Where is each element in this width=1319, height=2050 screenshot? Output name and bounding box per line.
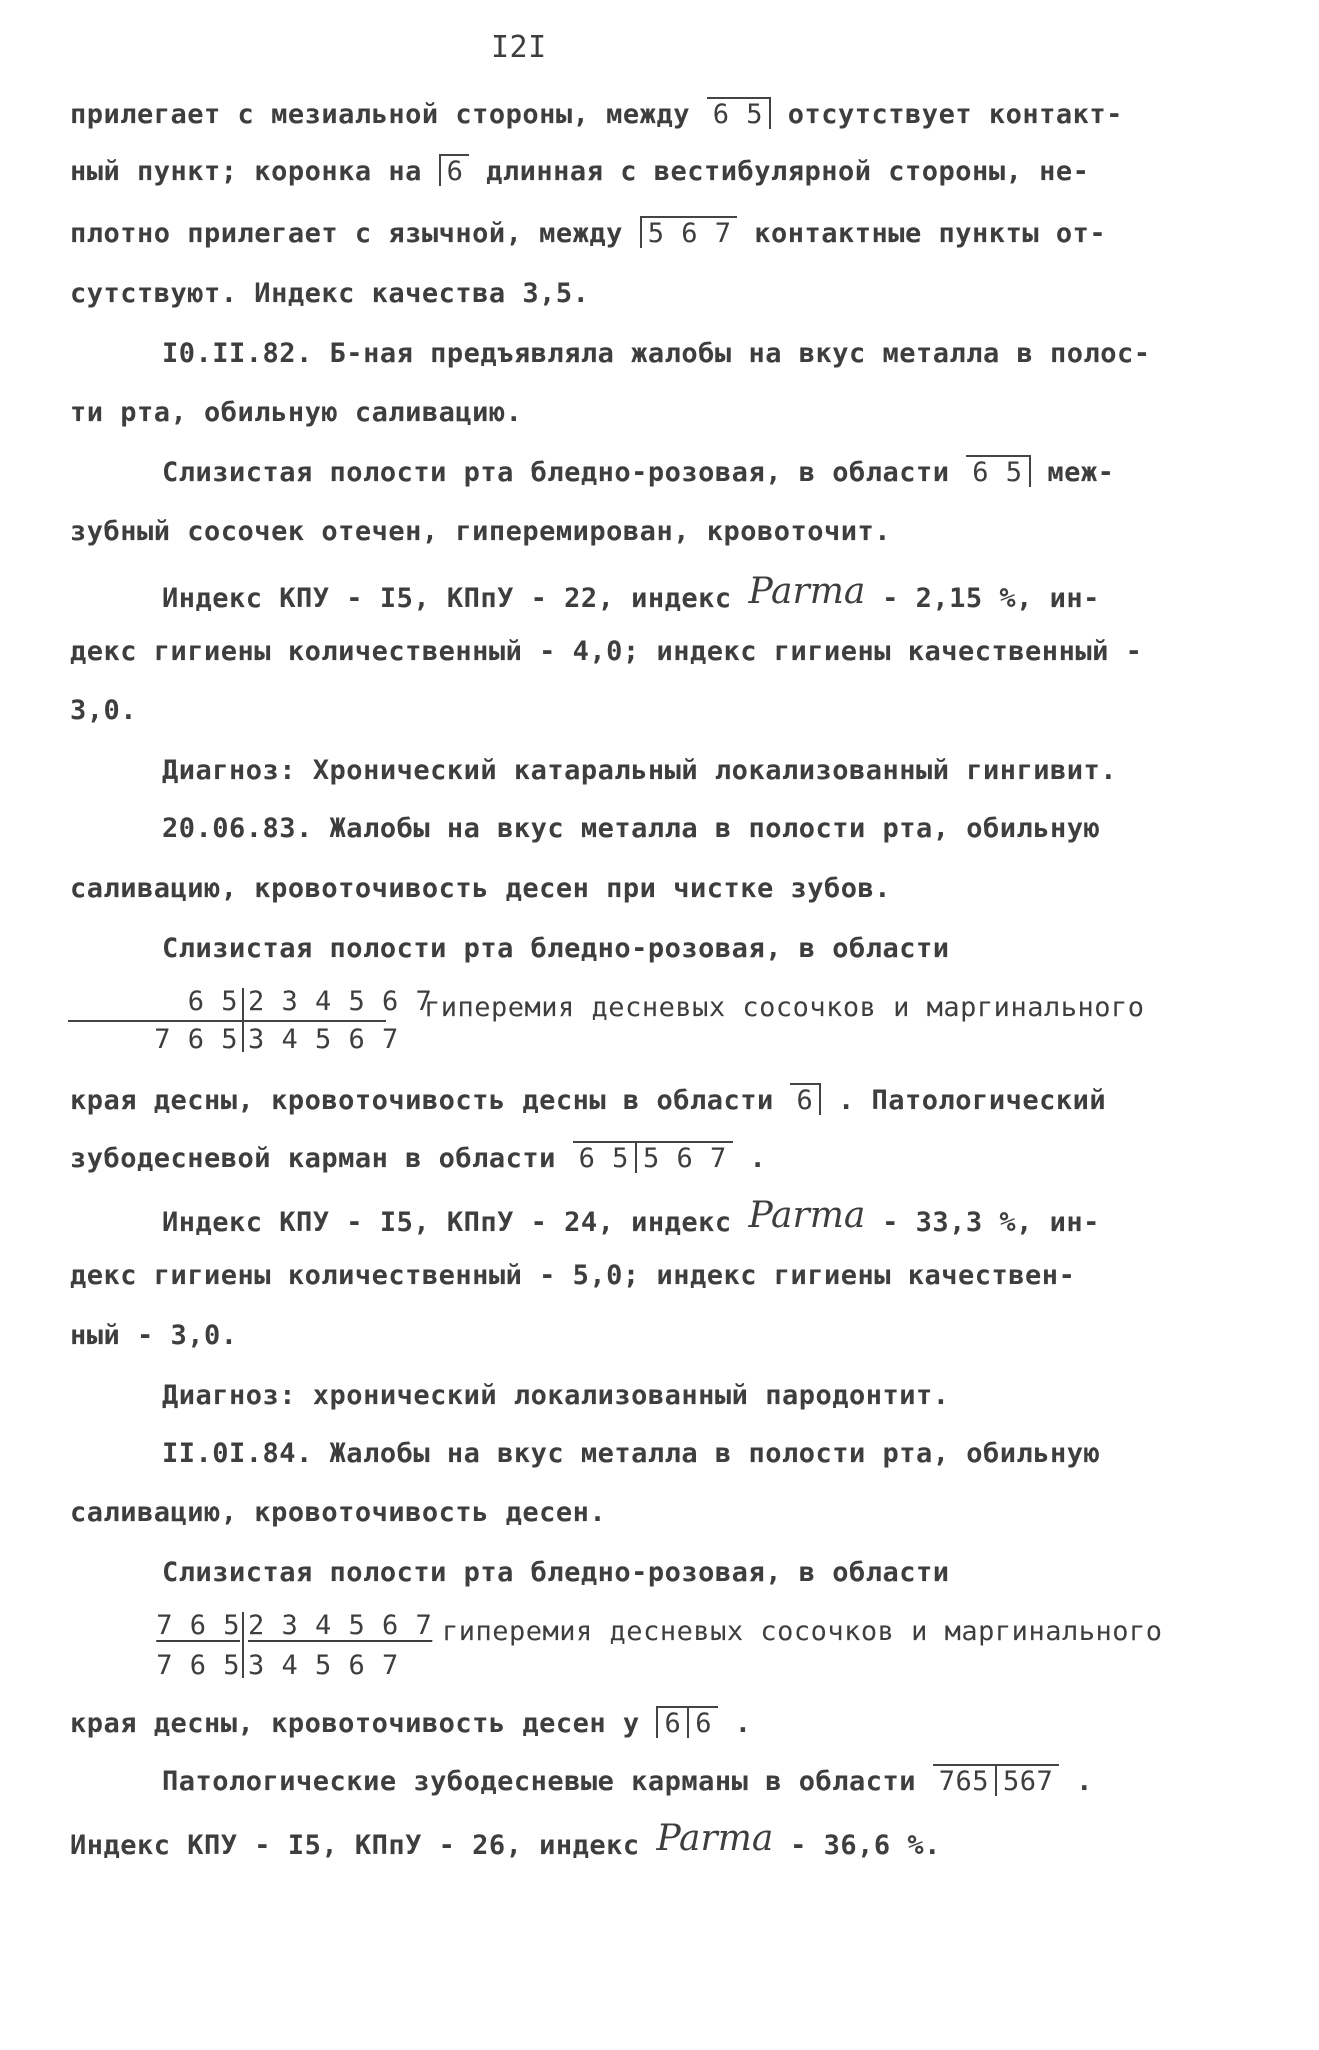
text-line: саливацию, кровоточивость десен. — [70, 1497, 607, 1528]
formula-upper-right: 2 3 4 5 6 7 — [248, 986, 433, 1017]
text-segment: края десны, кровоточивость десен у — [70, 1708, 657, 1739]
tooth-formula: 6 5 — [966, 455, 1030, 487]
text-line — [70, 1083, 1106, 1116]
text-line: I0.II.82. Б-ная предъявляла жалобы на вкус металла в полос- — [162, 338, 1151, 369]
text-segment: Слизистая полости рта бледно-розовая, в области — [162, 457, 950, 488]
formula-vertical-line — [242, 988, 244, 1052]
text-segment: контактные пункты от- — [754, 218, 1107, 249]
text-line: гиперемия десневых сосочков и маргинального — [424, 992, 1145, 1023]
text-line: зубный сосочек отечен, гиперемирован, кровоточит. — [70, 516, 892, 547]
diagnosis-line: Диагноз: хронический локализованный пародонтит. — [162, 1380, 950, 1411]
formula-lower-right: 3 4 5 6 7 — [248, 1024, 399, 1055]
text-line: саливацию, кровоточивость десен при чистке зубов. — [70, 873, 892, 904]
text-segment: ный пункт; коронка на — [70, 156, 439, 187]
text-line: 3,0. — [70, 695, 138, 726]
text-line — [70, 216, 1106, 249]
tooth-formula: 6 — [439, 154, 470, 186]
tooth-formula: 6 — [790, 1083, 821, 1115]
text-line — [162, 455, 1114, 488]
formula-lower-left: 7 6 5 — [154, 1024, 238, 1055]
formula-upper-left: 6 5 — [187, 986, 238, 1017]
text-segment: длинная с вестибулярной стороны, не- — [486, 156, 1090, 187]
text-segment: Индекс КПУ - I5, КПпУ - 24, индекс — [162, 1207, 749, 1238]
text-segment: плотно прилегает с язычной, между — [70, 218, 640, 249]
handwritten-index-name: Parma — [748, 571, 866, 612]
text-segment: Патологические зубодесневые карманы в области — [162, 1766, 933, 1797]
tooth-formula-left: 6 5 — [573, 1141, 637, 1173]
text-line: II.0I.84. Жалобы на вкус металла в полости рта, обильную — [162, 1438, 1101, 1469]
text-segment: отсутствует контакт- — [787, 99, 1123, 130]
text-segment: . Патологический — [838, 1085, 1107, 1116]
handwritten-index-name: Parma — [748, 1195, 866, 1236]
text-segment: меж- — [1047, 457, 1115, 488]
formula-lower-left: 7 6 5 — [156, 1650, 240, 1681]
tooth-formula-left: 6 — [656, 1706, 687, 1738]
text-line: декс гигиены количественный - 4,0; индекс гигиены качественный - — [70, 636, 1143, 667]
text-line: Слизистая полости рта бледно-розовая, в области — [162, 1557, 950, 1588]
text-segment: . — [734, 1708, 752, 1739]
text-line: декс гигиены количественный - 5,0; индекс гигиены качествен- — [70, 1260, 1076, 1291]
text-line: ный - 3,0. — [70, 1320, 238, 1351]
page-number: I2I — [491, 30, 547, 65]
text-line: Слизистая полости рта бледно-розовая, в области — [162, 933, 950, 964]
tooth-formula-right: 6 — [687, 1706, 718, 1738]
text-line — [162, 571, 1100, 616]
text-segment: прилегает с мезиальной стороны, между — [70, 99, 690, 130]
text-line — [70, 1818, 941, 1863]
text-line — [70, 1141, 766, 1174]
handwritten-index-name: Parma — [656, 1818, 774, 1859]
formula-lower-right: 3 4 5 6 7 — [248, 1650, 399, 1681]
text-segment: . — [1076, 1766, 1093, 1797]
tooth-formula: 5 6 7 — [640, 216, 738, 248]
text-line: 20.06.83. Жалобы на вкус металла в полости рта, обильную — [162, 813, 1101, 844]
text-line — [70, 1706, 752, 1739]
text-line — [70, 154, 1089, 187]
text-segment: края десны, кровоточивость десны в области — [70, 1085, 791, 1116]
formula-upper-right: 2 3 4 5 6 7 — [248, 1610, 433, 1641]
tooth-formula-right: 5 6 7 — [637, 1141, 733, 1173]
dental-formula — [68, 986, 433, 1056]
diagnosis-line: Диагноз: Хронический катаральный локализованный гингивит. — [162, 755, 1118, 786]
formula-vertical-line — [242, 1612, 244, 1678]
text-line — [162, 1764, 1093, 1797]
text-segment: Индекс КПУ - I5, КПпУ - 22, индекс — [162, 583, 749, 614]
tooth-formula-right: 567 — [997, 1764, 1059, 1796]
text-line: гиперемия десневых сосочков и маргинального — [442, 1616, 1163, 1647]
text-segment: - 33,3 %, ин- — [882, 1207, 1100, 1238]
text-segment: Индекс КПУ - I5, КПпУ - 26, индекс — [70, 1830, 657, 1861]
formula-horizontal-line — [68, 1020, 386, 1022]
text-segment: . — [749, 1143, 767, 1174]
text-line — [70, 97, 1123, 130]
text-segment: - 2,15 %, ин- — [882, 583, 1100, 614]
formula-upper-left: 7 6 5 — [156, 1610, 240, 1641]
text-segment: - 36,6 %. — [790, 1830, 941, 1861]
text-line: ти рта, обильную саливацию. — [70, 397, 523, 428]
dental-formula — [68, 1610, 433, 1681]
tooth-formula-left: 765 — [933, 1764, 997, 1796]
text-line: сутствуют. Индекс качества 3,5. — [70, 278, 590, 309]
tooth-formula: 6 5 — [707, 97, 771, 129]
text-segment: зубодесневой карман в области — [70, 1143, 573, 1174]
text-line — [162, 1195, 1100, 1240]
